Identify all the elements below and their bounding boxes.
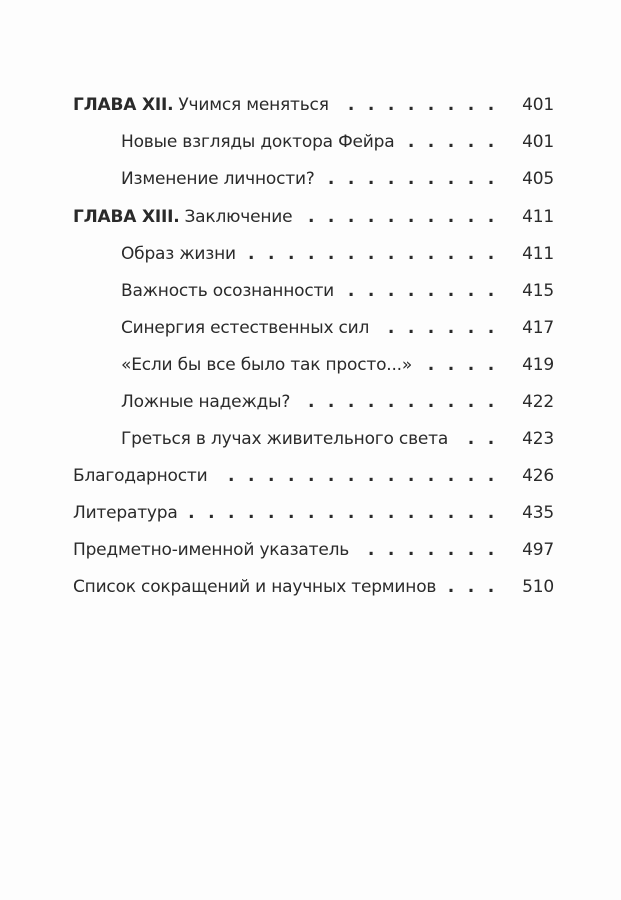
toc-entry-chapter-13: [0, 198, 621, 235]
page-number: 411: [522, 206, 554, 227]
toc-entry: [0, 309, 621, 346]
page-number: 426: [522, 465, 554, 486]
dot-leader: [344, 281, 498, 301]
toc-entry-abbreviations: [0, 568, 621, 605]
toc-entry-title: Синергия естественных сил: [121, 317, 370, 338]
dot-leader: [422, 355, 498, 375]
toc-entry-literature: [0, 494, 621, 531]
page-number: 423: [522, 428, 554, 449]
toc-entry: [0, 420, 621, 457]
toc-entry: [0, 383, 621, 420]
page-number: 411: [522, 243, 554, 264]
toc-entry-title: Важность осознанности: [121, 280, 335, 301]
toc-entry-title: Новые взгляды доктора Фейра: [121, 131, 395, 152]
toc-entry: [0, 123, 621, 160]
page-number: 422: [522, 391, 554, 412]
page-number: 401: [522, 131, 554, 152]
toc-entry-title: Греться в лучах живительного света: [121, 428, 449, 449]
toc-entry-title: Благодарности: [73, 465, 208, 486]
toc-entry: [0, 346, 621, 383]
dot-leader: [246, 244, 498, 264]
toc-entry-title: Список сокращений и научных терминов: [73, 576, 437, 597]
chapter-label: ГЛАВА XII.: [73, 94, 174, 115]
dot-leader: [217, 466, 498, 486]
toc-entry-title: Литература: [73, 502, 178, 523]
page-number: 401: [522, 94, 554, 115]
toc-entry-chapter-12: [0, 86, 621, 123]
page-number: 417: [522, 317, 554, 338]
dot-leader: [404, 132, 498, 152]
page-number: 405: [522, 168, 554, 189]
toc-entry-title: Предметно-именной указатель: [73, 539, 350, 560]
toc-entry: [0, 160, 621, 197]
toc-entry-title: Изменение личности?: [121, 168, 315, 189]
toc-entry-title: Образ жизни: [121, 243, 236, 264]
table-of-contents: [0, 86, 621, 605]
dot-leader: [339, 95, 498, 115]
dot-leader: [300, 392, 498, 412]
dot-leader: [359, 540, 498, 560]
page-number: 435: [522, 502, 554, 523]
page-number: 510: [522, 576, 554, 597]
dot-leader: [458, 429, 498, 449]
page-number: 497: [522, 539, 554, 560]
toc-entry-acknowledgements: [0, 457, 621, 494]
toc-entry-text: [73, 95, 329, 115]
toc-entry-text: [73, 207, 292, 227]
toc-entry: [0, 235, 621, 272]
dot-leader: [325, 169, 498, 189]
toc-entry-index: [0, 531, 621, 568]
dot-leader: [302, 207, 498, 227]
page-number: 415: [522, 280, 554, 301]
toc-entry: [0, 272, 621, 309]
chapter-label: ГЛАВА XIII.: [73, 206, 180, 227]
toc-entry-title: Учимся меняться: [178, 94, 329, 115]
dot-leader: [379, 318, 498, 338]
toc-entry-title: «Если бы все было так просто...»: [121, 354, 413, 375]
dot-leader: [188, 503, 498, 523]
toc-entry-title: Ложные надежды?: [121, 391, 291, 412]
page-number: 419: [522, 354, 554, 375]
toc-entry-title: Заключение: [184, 206, 293, 227]
dot-leader: [446, 577, 498, 597]
